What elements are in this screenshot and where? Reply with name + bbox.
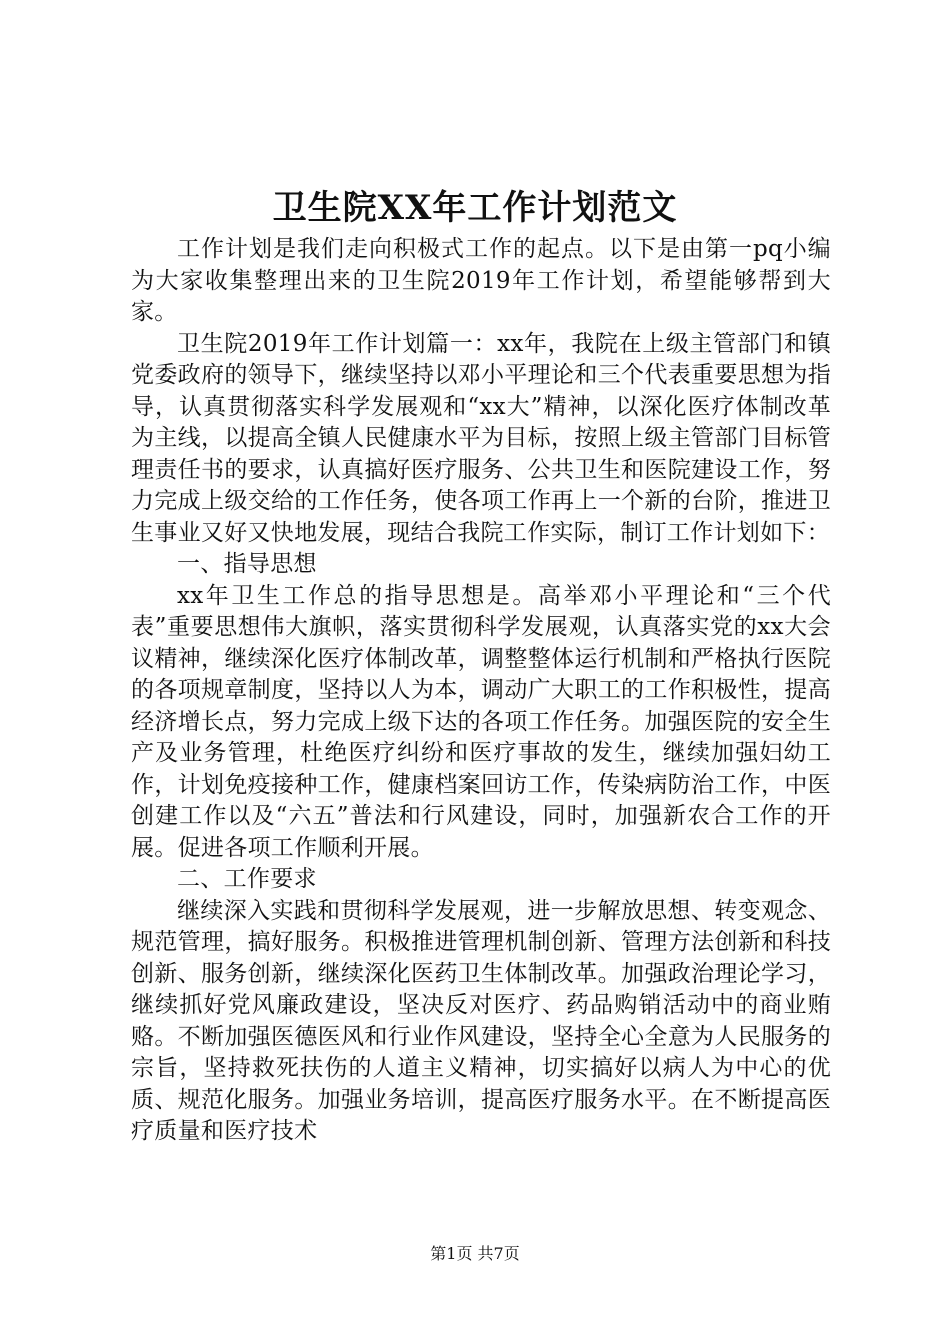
paragraph-plan-overview: 卫生院2019年工作计划篇一：xx年，我院在上级主管部门和镇党委政府的领导下，继续坚持以邓小平理论和三个代表重要思想为指导，认真贯彻落实科学发展观和“xx大”精神，以深化医疗体制改革为主线，以提高全镇人民健康水平为目标，按照上级主管部门目标管理责任书的要求，认真搞好医疗服务、公共卫生和医院建设工作，努力完成上级交给的工作任务，使各项工作再上一个新的台阶，推进卫生事业又好又快地发展，现结合我院工作实际，制订工作计划如下： [131,330,831,546]
section-heading-guiding-thought: 一、指导思想 [177,551,317,577]
page-number-footer: 第1页 共7页 [430,1244,520,1263]
paragraph-work-requirements: 继续深入实践和贯彻科学发展观，进一步解放思想、转变观念、规范管理，搞好服务。积极推进管理机制创新、管理方法创新和科技创新、服务创新，继续深化医药卫生体制改革。加强政治理论学习，继续抓好党风廉政建设，坚决反对医疗、药品购销活动中的商业贿赂。不断加强医德医风和行业作风建设，坚持全心全意为人民服务的宗旨，坚持救死扶伤的人道主义精神，切实搞好以病人为中心的优质、规范化服务。加强业务培训，提高医疗服务水平。在不断提高医疗质量和医疗技术 [131,897,831,1144]
document-title: 卫生院XX年工作计划范文 [272,188,678,228]
section-heading-work-requirements: 二、工作要求 [177,866,317,892]
document-body [131,234,831,1148]
paragraph-intro: 工作计划是我们走向积极式工作的起点。以下是由第一pq小编为大家收集整理出来的卫生院2019年工作计划，希望能够帮到大家。 [131,236,831,325]
paragraph-guiding-thought: xx年卫生工作总的指导思想是。高举邓小平理论和“三个代表”重要思想伟大旗帜，落实贯彻科学发展观，认真落实党的xx大会议精神，继续深化医疗体制改革，调整整体运行机制和严格执行医院的各项规章制度，坚持以人为本，调动广大职工的工作积极性，提高经济增长点，努力完成上级下达的各项工作任务。加强医院的安全生产及业务管理，杜绝医疗纠纷和医疗事故的发生，继续加强妇幼工作，计划免疫接种工作，健康档案回访工作，传染病防治工作，中医创建工作以及“六五”普法和行风建设，同时，加强新农合工作的开展。促进各项工作顺利开展。 [131,582,831,861]
